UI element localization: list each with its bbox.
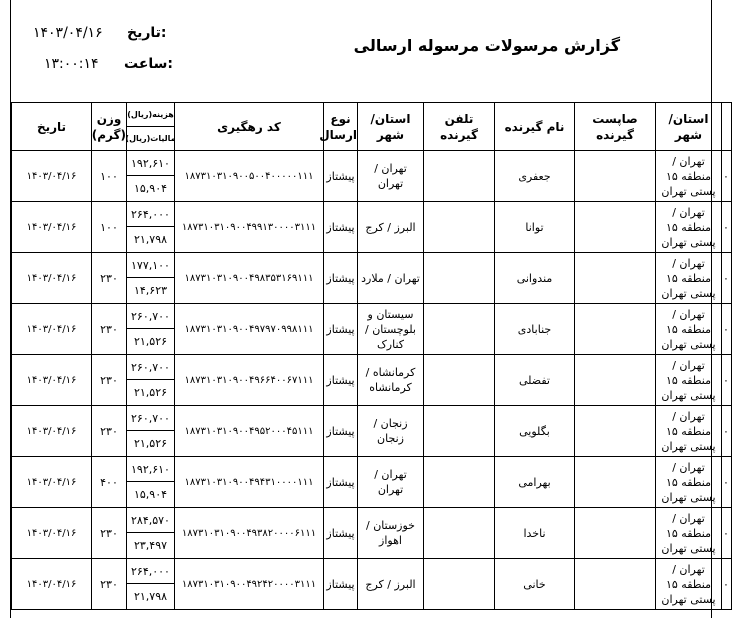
date-cell: ۱۴۰۳/۰۴/۱۶: [12, 508, 92, 559]
weight-cell: ۲۳۰: [92, 253, 127, 304]
cut-cell: ۰: [722, 202, 732, 253]
cut-column-header: [722, 103, 732, 151]
receiver-phone-cell: [424, 253, 495, 304]
send-type-header: نوع ارسال: [324, 103, 358, 151]
cut-cell: ۰: [722, 457, 732, 508]
receiver-phone-header: تلفن گیرنده: [424, 103, 495, 151]
cut-cell: ۰: [722, 406, 732, 457]
tracking-code-cell: ۱۸۷۳۱۰۳۱۰۹۰۰۴۹۷۹۷۰۹۹۸۱۱۱: [175, 304, 324, 355]
sender-location-cell: تهران / منطقه ۱۵ پستی تهران: [656, 457, 722, 508]
weight-cell: ۱۰۰: [92, 202, 127, 253]
cost-value: ۱۷۷,۱۰۰: [127, 253, 174, 278]
receiver-phone-cell: [424, 202, 495, 253]
tax-value: ۲۳,۴۹۷: [133, 539, 168, 552]
cost-value: ۱۹۲,۶۱۰: [127, 457, 174, 482]
cost-tax-cell: [127, 406, 175, 457]
tracking-code-cell: ۱۸۷۳۱۰۳۱۰۹۰۰۴۹۸۳۵۳۱۶۹۱۱۱: [175, 253, 324, 304]
receiver-location-header: استان/ شهر: [358, 103, 424, 151]
table-row: [12, 406, 732, 457]
date-cell: ۱۴۰۳/۰۴/۱۶: [12, 355, 92, 406]
table-row: [12, 508, 732, 559]
tracking-code-cell: ۱۸۷۳۱۰۳۱۰۹۰۰۴۹۴۳۱۰۰۰۰۱۱۱: [175, 457, 324, 508]
sender-location-cell: تهران / منطقه ۱۵ پستی تهران: [656, 151, 722, 202]
cost-tax-cell: [127, 457, 175, 508]
shipments-table: [11, 102, 732, 610]
table-row: [12, 253, 732, 304]
receiver-name-cell: تفضلی: [495, 355, 575, 406]
cost-tax-cell: [127, 304, 175, 355]
receiver-name-cell: بهرامی: [495, 457, 575, 508]
send-type-cell: پیشتاز: [324, 457, 358, 508]
cost-tax-cell: [127, 151, 175, 202]
cost-value: ۱۹۲,۶۱۰: [127, 151, 174, 176]
cost-value: ۲۶۴,۰۰۰: [127, 202, 174, 227]
table-row: [12, 304, 732, 355]
sender-location-cell: تهران / منطقه ۱۵ پستی تهران: [656, 355, 722, 406]
receiver-phone-cell: [424, 151, 495, 202]
tracking-code-cell: ۱۸۷۳۱۰۳۱۰۹۰۰۴۹۲۴۲۰۰۰۰۳۱۱۱: [175, 559, 324, 610]
date-cell: ۱۴۰۳/۰۴/۱۶: [12, 559, 92, 610]
cost-tax-cell: [127, 508, 175, 559]
receiver-name-header: نام گیرنده: [495, 103, 575, 151]
cost-tax-header: [127, 103, 175, 151]
tax-value: ۱۴,۶۲۳: [133, 284, 168, 297]
tax-value: ۱۵,۹۰۴: [133, 182, 168, 195]
weight-cell: ۴۰۰: [92, 457, 127, 508]
cost-tax-cell: [127, 253, 175, 304]
receiver-name-cell: ناخدا: [495, 508, 575, 559]
weight-header: وزن (گرم): [92, 103, 127, 151]
sender-phone-cell: [575, 151, 656, 202]
sender-location-cell: تهران / منطقه ۱۵ پستی تهران: [656, 406, 722, 457]
table-header-row: [12, 103, 732, 151]
date-cell: ۱۴۰۳/۰۴/۱۶: [12, 202, 92, 253]
sender-phone-cell: [575, 508, 656, 559]
receiver-name-cell: جعفری: [495, 151, 575, 202]
receiver-location-cell: خوزستان / اهواز: [358, 508, 424, 559]
cut-cell: ۰: [722, 304, 732, 355]
cost-value: ۲۶۰,۷۰۰: [127, 406, 174, 431]
table-row: [12, 559, 732, 610]
tracking-code-header: کد رهگیری: [175, 103, 324, 151]
date-value: ۱۴۰۳/۰۴/۱۶: [33, 25, 103, 41]
receiver-location-cell: کرمانشاه / کرمانشاه: [358, 355, 424, 406]
date-cell: ۱۴۰۳/۰۴/۱۶: [12, 457, 92, 508]
tax-value: ۲۱,۷۹۸: [133, 233, 168, 246]
sender-location-header: استان/ شهر: [656, 103, 722, 151]
tax-value: ۲۱,۵۲۶: [133, 386, 168, 399]
send-type-cell: پیشتاز: [324, 508, 358, 559]
time-label: ساعت:: [124, 56, 174, 72]
date-cell: ۱۴۰۳/۰۴/۱۶: [12, 304, 92, 355]
receiver-location-cell: البرز / کرج: [358, 202, 424, 253]
cost-value: ۲۸۴,۵۷۰: [127, 508, 174, 533]
sender-phone-cell: [575, 202, 656, 253]
sender-phone-cell: [575, 304, 656, 355]
cut-cell: ۰: [722, 355, 732, 406]
cost-tax-cell: [127, 355, 175, 406]
send-type-cell: پیشتاز: [324, 406, 358, 457]
receiver-phone-cell: [424, 355, 495, 406]
cost-tax-cell: [127, 202, 175, 253]
receiver-name-cell: خانی: [495, 559, 575, 610]
send-type-cell: پیشتاز: [324, 151, 358, 202]
sender-phone-cell: [575, 457, 656, 508]
sender-phone-cell: [575, 355, 656, 406]
receiver-name-cell: توانا: [495, 202, 575, 253]
date-label: تاریخ:: [127, 25, 167, 41]
receiver-location-cell: البرز / کرج: [358, 559, 424, 610]
receiver-phone-cell: [424, 457, 495, 508]
cut-cell: ۰: [722, 559, 732, 610]
tax-value: ۲۱,۷۹۸: [133, 590, 168, 603]
receiver-location-cell: تهران / تهران: [358, 151, 424, 202]
receiver-location-cell: تهران / ملارد: [358, 253, 424, 304]
tracking-code-cell: ۱۸۷۳۱۰۳۱۰۹۰۰۵۰۰۴۰۰۰۰۰۱۱۱: [175, 151, 324, 202]
receiver-name-cell: مندوانی: [495, 253, 575, 304]
tracking-code-cell: ۱۸۷۳۱۰۳۱۰۹۰۰۴۹۵۲۰۰۰۴۵۱۱۱: [175, 406, 324, 457]
table-body: [12, 151, 732, 610]
sender-location-cell: تهران / منطقه ۱۵ پستی تهران: [656, 559, 722, 610]
date-header: تاریخ: [12, 103, 92, 151]
cost-value: ۲۶۴,۰۰۰: [127, 559, 174, 584]
send-type-cell: پیشتاز: [324, 559, 358, 610]
cut-cell: ۰: [722, 508, 732, 559]
weight-cell: ۲۳۰: [92, 304, 127, 355]
sender-location-cell: تهران / منطقه ۱۵ پستی تهران: [656, 304, 722, 355]
tax-value: ۲۱,۵۲۶: [133, 335, 168, 348]
send-type-cell: پیشتاز: [324, 355, 358, 406]
time-value: ۱۳:۰۰:۱۴: [44, 56, 99, 72]
sender-location-cell: تهران / منطقه ۱۵ پستی تهران: [656, 508, 722, 559]
weight-cell: ۱۰۰: [92, 151, 127, 202]
tracking-code-cell: ۱۸۷۳۱۰۳۱۰۹۰۰۴۹۶۶۴۰۰۶۷۱۱۱: [175, 355, 324, 406]
date-cell: ۱۴۰۳/۰۴/۱۶: [12, 406, 92, 457]
weight-cell: ۲۳۰: [92, 406, 127, 457]
tax-value: ۲۱,۵۲۶: [133, 437, 168, 450]
send-type-cell: پیشتاز: [324, 304, 358, 355]
table-row: [12, 151, 732, 202]
sender-location-cell: تهران / منطقه ۱۵ پستی تهران: [656, 202, 722, 253]
receiver-phone-cell: [424, 559, 495, 610]
receiver-location-cell: زنجان / زنجان: [358, 406, 424, 457]
tracking-code-cell: ۱۸۷۳۱۰۳۱۰۹۰۰۴۹۳۸۲۰۰۰۰۶۱۱۱: [175, 508, 324, 559]
send-type-cell: پیشتاز: [324, 202, 358, 253]
cost-value: ۲۶۰,۷۰۰: [127, 304, 174, 329]
sender-phone-header: صاپست گیرنده: [575, 103, 656, 151]
receiver-name-cell: جنابادی: [495, 304, 575, 355]
date-cell: ۱۴۰۳/۰۴/۱۶: [12, 151, 92, 202]
receiver-name-cell: بگلویی: [495, 406, 575, 457]
receiver-location-cell: سیستان و بلوچستان / کنارک: [358, 304, 424, 355]
send-type-cell: پیشتاز: [324, 253, 358, 304]
sender-phone-cell: [575, 406, 656, 457]
receiver-phone-cell: [424, 508, 495, 559]
report-title: گزارش مرسولات مرسوله ارسالی: [353, 36, 620, 55]
cost-value: ۲۶۰,۷۰۰: [127, 355, 174, 380]
table-row: [12, 457, 732, 508]
sender-location-cell: تهران / منطقه ۱۵ پستی تهران: [656, 253, 722, 304]
receiver-phone-cell: [424, 406, 495, 457]
receiver-location-cell: تهران / تهران: [358, 457, 424, 508]
cost-header: هزینه(ریال): [127, 103, 174, 127]
weight-cell: ۲۳۰: [92, 355, 127, 406]
weight-cell: ۲۳۰: [92, 508, 127, 559]
cost-tax-cell: [127, 559, 175, 610]
receiver-phone-cell: [424, 304, 495, 355]
date-cell: ۱۴۰۳/۰۴/۱۶: [12, 253, 92, 304]
sender-phone-cell: [575, 559, 656, 610]
tracking-code-cell: ۱۸۷۳۱۰۳۱۰۹۰۰۴۹۹۱۳۰۰۰۰۳۱۱۱: [175, 202, 324, 253]
sender-phone-cell: [575, 253, 656, 304]
table-row: [12, 355, 732, 406]
cut-cell: ۰: [722, 253, 732, 304]
table-row: [12, 202, 732, 253]
tax-header: مالیات(ریال): [125, 133, 176, 143]
cut-cell: ۰: [722, 151, 732, 202]
weight-cell: ۲۳۰: [92, 559, 127, 610]
tax-value: ۱۵,۹۰۴: [133, 488, 168, 501]
